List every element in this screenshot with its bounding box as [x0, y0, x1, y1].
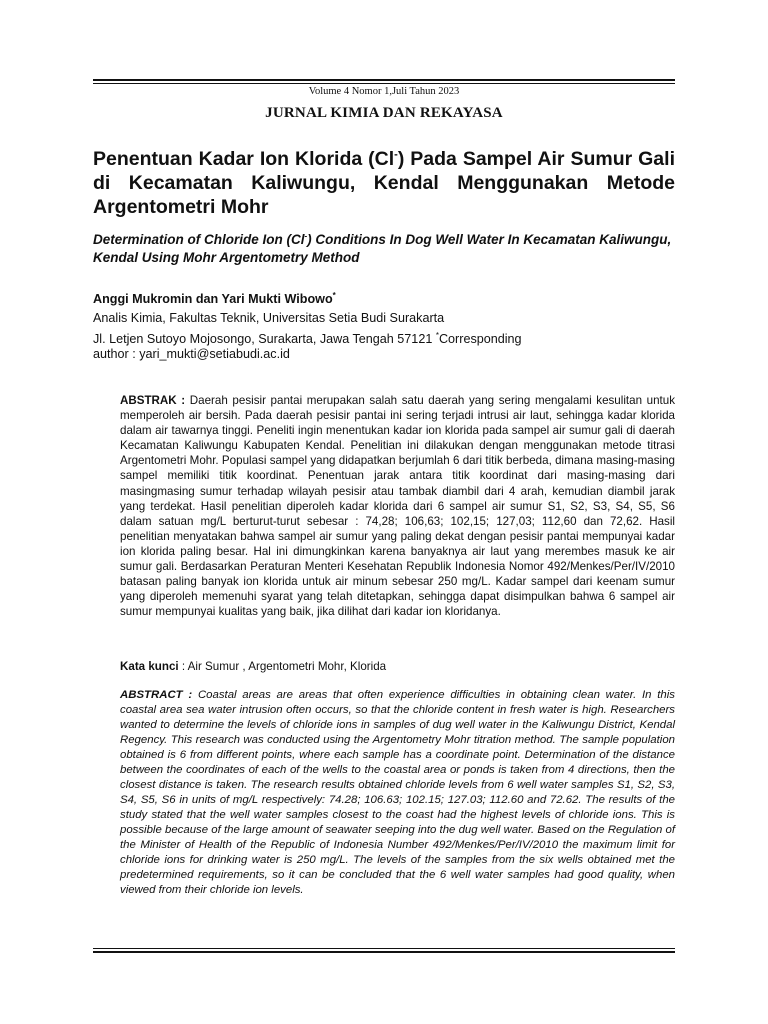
- footer-rule-top: [93, 948, 675, 949]
- author-names-text: Anggi Mukromin dan Yari Mukti Wibowo: [93, 292, 333, 307]
- address-text: Jl. Letjen Sutoyo Mojosongo, Surakarta, Jawa Tengah 57121: [93, 332, 436, 347]
- abstract-label: ABSTRACT :: [120, 689, 193, 701]
- author-marker: *: [332, 291, 336, 300]
- abstrak-text: Daerah pesisir pantai merupakan salah satu daerah yang sering mengalami kesulitan untuk memperoleh air bersih. Pada daerah pesisir pantai ini sering terjadi intrusi air laut, sehingga kadar klorida dalam air tawarnya tinggi. Peneliti ingin menentukan kadar ion klorida pada sampel air sumur gali di daerah Kecamatan Kaliwungu Kabupaten Kendal. Penelitian ini dilakukan dengan menggunakan metode titrasi Argentometri Mohr. Populasi sampel yang didapatkan berjumlah 6 dari titik berbeda, dimana masing-masing sampel memiliki titik koordinat. Penentuan jarak antara titik koordinat dari masing-masing dari masingmasing sumur terhadap wilayah pesisir atau tambak diambil dari 4 arah, kemudian diambil jarak yang terdekat. Hasil penelitian diperoleh kadar klorida dari 6 sampel air sumur S1, S2, S3, S4, S5, S6 dalam satuan mg/L berturut-turut sebesar : 74,28; 106,63; 102,15; 127,03; 112,60 dan 72,62. Hasil penelitian menyatakan bahwa sampel air sumur yang paling dekat dengan pesisir pantai mempunyai kadar ion klorida paling besar. Hal ini dimungkinkan karena banyaknya air laut yang merembes masuk ke air sumur gali. Berdasarkan Peraturan Menteri Kesehatan Republik Indonesia Nomor 492/Menkes/Per/IV/2010 batasan paling banyak ion klorida untuk air minum sebesar 250 mg/L. Kadar sampel dari keenam sumur yang diperoleh memenuhi syarat yang telah ditetapkan, sehingga dapat disimpulkan bahwa 6 sampel air sumur mempunyai kualitas yang baik, jika dilihat dari kadar ion kloridanya.: [120, 394, 676, 619]
- title-superscript: -: [394, 148, 398, 161]
- author-email: author : yari_mukti@setiabudi.ac.id: [93, 347, 290, 361]
- abstrak-paragraph: [120, 393, 675, 619]
- subtitle-superscript: -: [304, 231, 308, 241]
- keywords-line: [120, 660, 675, 673]
- volume-info: Volume 4 Nomor 1,Juli Tahun 2023: [308, 86, 460, 97]
- title-text-start: Penentuan Kadar Ion Klorida (Cl: [93, 148, 395, 170]
- header-rule-top: [93, 79, 675, 81]
- corresponding-label: Corresponding: [438, 332, 522, 347]
- abstract-text: Coastal areas are areas that often experience difficulties in obtaining clean water. In this coastal area sea water intrusion often occurs, so that the chloride content in fresh water is high. Researchers wanted to determine the levels of chloride ions in samples of dug well water in the Kaliwungu District, Kendal Regency. This research was conducted using the Argentometry Mohr titration method. The sample population obtained is 6 from different points, where each sample has a coordinate point. Determination of the distance between the coordinates of each of the wells to the coastal area or ponds is taken from 4 directions, then the closest distance is taken. The research results obtained chloride levels from 6 well water samples S1, S2, S3, S4, S5, S6 in units of mg/L respectively: 74.28; 106.63; 102.15; 127.03; 112.60 and 72.62. The results of the study stated that the well water samples closest to the coast had the highest levels of chloride ions. This is possible because of the large amount of seawater seeping into the dug well water. Based on the Regulation of the Minister of Health of the Republic of Indonesia Number 492/Menkes/Per/IV/2010 the maximum limit for chloride ions for drinking water is 250 mg/L. The levels of the samples from the six wells obtained met the predetermined requirements, so it can be concluded that the 6 well water samples had good quality, when viewed from their chloride ion levels.: [120, 689, 675, 896]
- keywords-text: : Air Sumur , Argentometri Mohr, Klorida: [178, 660, 387, 673]
- subtitle-text-start: Determination of Chloride Ion (Cl: [93, 232, 305, 247]
- paper-subtitle: [93, 231, 675, 267]
- author-names: [93, 291, 675, 306]
- title-text-end: ) Pada Sampel Air Sumur Gali di Kecamatan Kaliwungu, Kendal Menggunakan Metode Argentometri Mohr: [93, 148, 675, 218]
- header-rule-bottom: [93, 83, 675, 84]
- affiliation: Analis Kimia, Fakultas Teknik, Universitas Setia Budi Surakarta: [93, 311, 445, 325]
- subtitle-text-end: ) Conditions In Dog Well Water In Kecamatan Kaliwungu, Kendal Using Mohr Argentometry Method: [93, 232, 672, 265]
- abstract-paragraph: [120, 688, 675, 898]
- abstrak-label: ABSTRAK :: [120, 394, 186, 407]
- keywords-label: Kata kunci: [120, 660, 179, 673]
- corresponding-marker: *: [435, 331, 439, 340]
- journal-name: JURNAL KIMIA DAN REKAYASA: [265, 105, 503, 121]
- paper-title: [93, 147, 675, 219]
- footer-rule-bottom: [93, 951, 675, 953]
